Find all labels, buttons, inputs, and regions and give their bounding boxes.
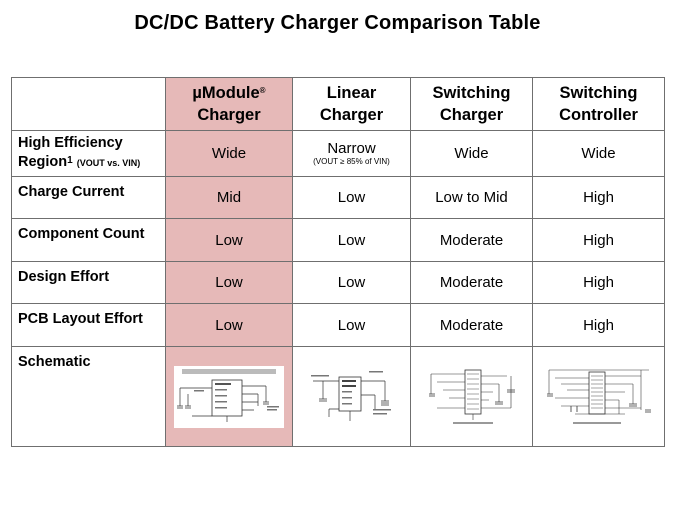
linear-schematic-cell bbox=[293, 347, 411, 447]
col-header-linear bbox=[293, 78, 411, 131]
cell-value: Low bbox=[293, 177, 411, 219]
col-header-umodule bbox=[166, 78, 293, 131]
table-row bbox=[12, 304, 665, 347]
row-label-efficiency-line1: High Efficiency bbox=[18, 135, 123, 151]
cell-value: Low bbox=[166, 219, 293, 262]
col-header-switching-charger bbox=[411, 78, 533, 131]
col-header-umodule-line1: µModule bbox=[192, 84, 260, 102]
col-header-linear-line1: Linear bbox=[326, 84, 377, 102]
switching-charger-schematic-image bbox=[427, 364, 517, 430]
cell-value: Low bbox=[166, 262, 293, 304]
col-header-switching-charger-line2: Charger bbox=[439, 106, 504, 124]
cell-value: Moderate bbox=[411, 262, 533, 304]
cell-value: Moderate bbox=[411, 304, 533, 347]
col-header-switching-controller-line2: Controller bbox=[559, 106, 638, 124]
umodule-schematic-cell bbox=[166, 347, 293, 447]
row-label-component-count: Component Count bbox=[12, 219, 166, 262]
umodule-schematic-image bbox=[174, 366, 284, 428]
row-label-efficiency-line2: Region bbox=[18, 154, 68, 170]
registered-mark: ® bbox=[259, 86, 266, 95]
table-row bbox=[12, 131, 665, 177]
switching-charger-schematic-cell bbox=[411, 347, 533, 447]
header-row bbox=[12, 78, 665, 131]
schematic-row bbox=[12, 347, 665, 447]
page-title: DC/DC Battery Charger Comparison Table bbox=[134, 12, 541, 34]
switching-controller-schematic-cell bbox=[533, 347, 665, 447]
switching-controller-schematic-image bbox=[545, 364, 653, 430]
cell-value: Wide bbox=[533, 131, 665, 177]
cell-value: High bbox=[533, 219, 665, 262]
col-header-switching-controller-line1: Switching bbox=[559, 84, 638, 102]
row-label-design-effort: Design Effort bbox=[12, 262, 166, 304]
cell-value: Wide bbox=[411, 131, 533, 177]
linear-schematic-image bbox=[309, 365, 395, 429]
cell-value: Low bbox=[293, 304, 411, 347]
cell-value: Moderate bbox=[411, 219, 533, 262]
table-row bbox=[12, 262, 665, 304]
cell-value: High bbox=[533, 262, 665, 304]
cell-value: Low bbox=[166, 304, 293, 347]
cell-value: Narrow bbox=[327, 140, 376, 157]
comparison-table bbox=[11, 77, 665, 447]
row-label-charge-current: Charge Current bbox=[12, 177, 166, 219]
corner-cell bbox=[12, 78, 166, 131]
cell-value-narrow bbox=[293, 131, 411, 177]
cell-value: High bbox=[533, 304, 665, 347]
cell-value: Low bbox=[293, 219, 411, 262]
cell-value: Wide bbox=[166, 131, 293, 177]
col-header-switching-charger-line1: Switching bbox=[432, 84, 511, 102]
row-label-pcb-layout: PCB Layout Effort bbox=[12, 304, 166, 347]
footnote-marker: 1 bbox=[67, 155, 73, 166]
cell-value: Mid bbox=[166, 177, 293, 219]
narrow-note: (VOUT ≥ 85% of VIN) bbox=[313, 157, 390, 166]
cell-value: High bbox=[533, 177, 665, 219]
col-header-linear-line2: Charger bbox=[319, 106, 384, 124]
cell-value: Low to Mid bbox=[411, 177, 533, 219]
table-row bbox=[12, 177, 665, 219]
cell-value: Low bbox=[293, 262, 411, 304]
row-label-efficiency bbox=[12, 131, 166, 177]
table-row bbox=[12, 219, 665, 262]
row-label-efficiency-note: (VOUT vs. VIN) bbox=[76, 158, 141, 168]
col-header-umodule-line2: Charger bbox=[197, 106, 261, 124]
row-label-schematic: Schematic bbox=[12, 347, 166, 447]
col-header-switching-controller bbox=[533, 78, 665, 131]
